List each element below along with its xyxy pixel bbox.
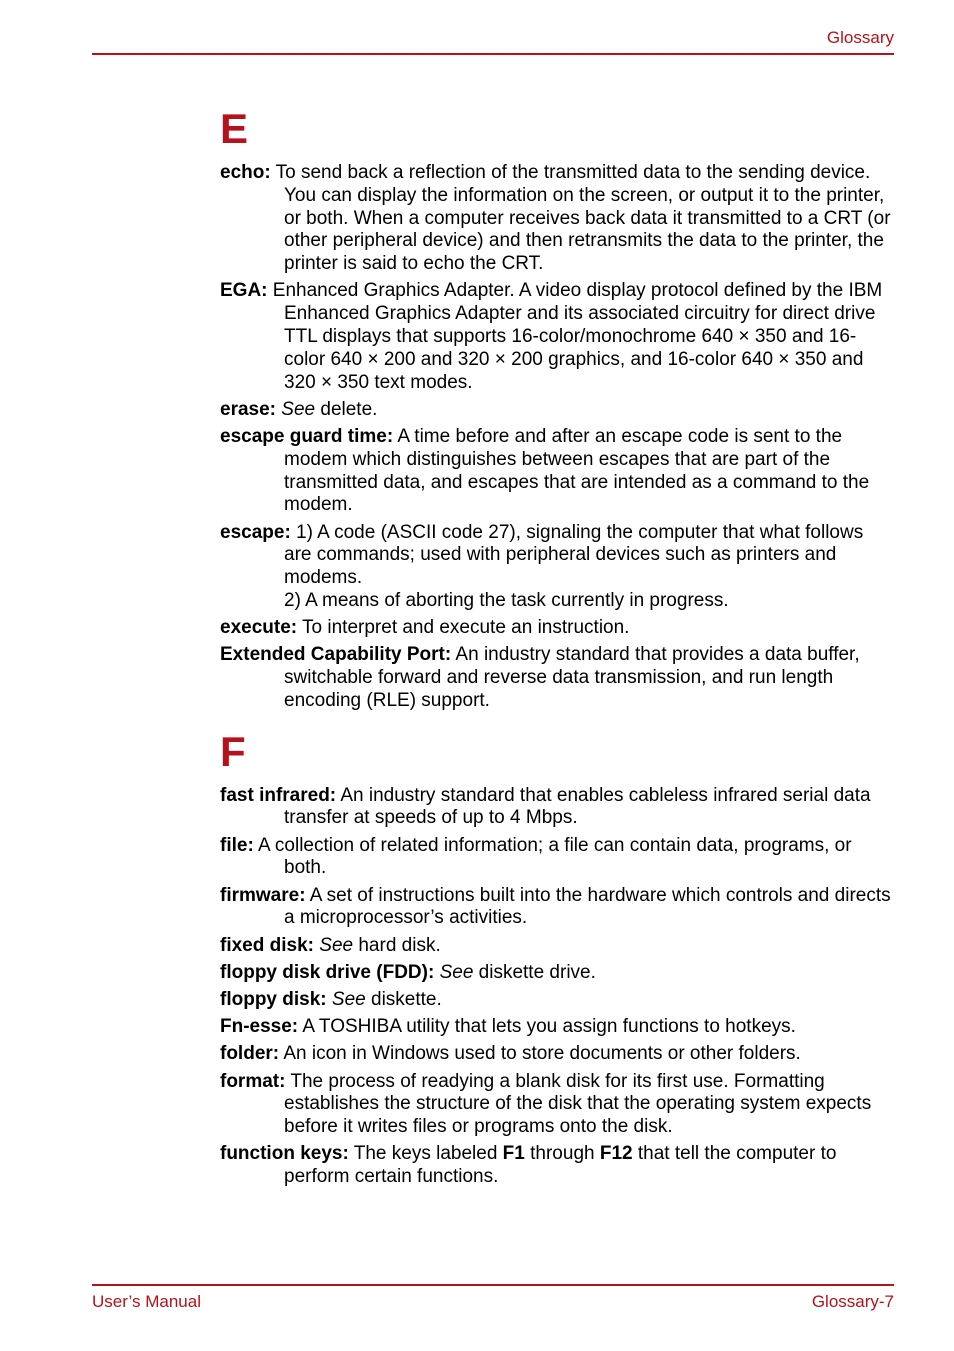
see-reference: See [439,961,474,983]
glossary-entry-echo [220,162,894,276]
term: format: [220,1070,286,1092]
glossary-entry-floppy-disk [220,989,894,1012]
term: Extended Capability Port: [220,644,452,666]
glossary-entry-firmware [220,885,894,931]
term: erase: [220,398,276,420]
term: Fn-esse: [220,1016,299,1038]
definition: delete. [315,398,378,420]
term: fixed disk: [220,934,314,956]
definition: diskette drive. [473,961,596,983]
see-reference: See [281,398,316,420]
definition: An industry standard that enables cableless infrared serial data transfer at speeds of up to 4 Mbps. [284,784,871,829]
definition: that tell the computer to perform certain functions. [284,1143,837,1188]
definition: 1) A code (ASCII code 27), signaling the computer that what follows are commands; used with peripheral devices such as printers and modems. [284,521,864,589]
see-reference: See [331,989,366,1010]
footer-manual-title: User’s Manual [92,1292,201,1311]
glossary-entry-file [220,835,894,881]
definition: hard disk. [353,934,441,956]
definition: The process of readying a blank disk for its first use. Formatting establishes the structure of the disk that the operating system expects before it writes files or programs onto the disk. [284,1070,872,1138]
glossary-entry-floppy-disk-drive [220,962,894,985]
term: fast infrared: [220,784,337,806]
definition: To interpret and execute an instruction. [297,617,630,639]
page-header-title: Glossary [826,28,894,47]
definition: A TOSHIBA utility that lets you assign functions to hotkeys. [298,1016,796,1038]
term: floppy disk drive (FDD): [220,961,435,983]
section-letter-f: F [220,727,246,775]
footer-rule [92,1284,894,1286]
glossary-entry-extended-capability-port [220,644,894,712]
glossary-content [220,104,894,1193]
definition-continued: 2) A means of aborting the task currently in progress. [284,589,729,611]
term: function keys: [220,1143,349,1165]
glossary-entry-execute [220,617,894,640]
key-name: F1 [502,1143,525,1165]
definition: A collection of related information; a file can contain data, programs, or both. [253,834,852,879]
glossary-entry-fn-esse [220,1016,894,1039]
definition: through [524,1143,600,1165]
glossary-entry-escape [220,522,894,613]
term: folder: [220,1043,280,1065]
term: escape: [220,521,291,543]
term: echo: [220,162,271,183]
definition: Enhanced Graphics Adapter. A video display protocol defined by the IBM Enhanced Graphics Adapter and its associated circuitry for direct drive TTL displays that supports 16-color/monochrome 640 × 350 and 16-color 640 × 200 and 320 × 200 graphics, and 16-color 640 × 350 and 320 × 350 text modes. [267,280,883,393]
glossary-entry-erase [220,399,894,422]
term: EGA: [220,280,268,302]
glossary-entry-escape-guard-time [220,426,894,517]
term: execute: [220,617,298,639]
glossary-entry-fast-infrared [220,785,894,831]
definition: A time before and after an escape code is sent to the modem which distinguishes between escapes that are part of the transmitted data, and escapes that are intended as a command to the modem. [284,425,870,516]
term: file: [220,834,254,856]
section-letter-e: E [220,105,249,152]
definition: To send back a reflection of the transmitted data to the sending device. You can display the information on the screen, or output it to the printer, or both. When a computer receives back data it transmitted to a CRT (or other peripheral device) and then retransmits the data to the printer, the printer is said to echo the CRT. [270,162,891,275]
glossary-entry-function-keys [220,1143,894,1189]
glossary-entry-fixed-disk [220,935,894,958]
key-name: F12 [599,1143,633,1165]
definition: An industry standard that provides a data buffer, switchable forward and reverse data transmission, and run length encoding (RLE) support. [284,644,860,711]
glossary-entry-folder [220,1043,894,1066]
glossary-entry-format [220,1071,894,1139]
definition: diskette. [365,989,442,1010]
glossary-entry-ega [220,280,894,394]
definition: An icon in Windows used to store documents or other folders. [279,1043,801,1065]
footer-page-number: Glossary-7 [811,1292,894,1311]
term: firmware: [220,884,306,906]
term: floppy disk: [220,989,327,1010]
see-reference: See [319,934,354,956]
header-rule [92,53,894,55]
term: escape guard time: [220,425,394,447]
definition: The keys labeled [348,1143,503,1165]
definition: A set of instructions built into the hardware which controls and directs a microprocessor’s activities. [284,884,891,929]
